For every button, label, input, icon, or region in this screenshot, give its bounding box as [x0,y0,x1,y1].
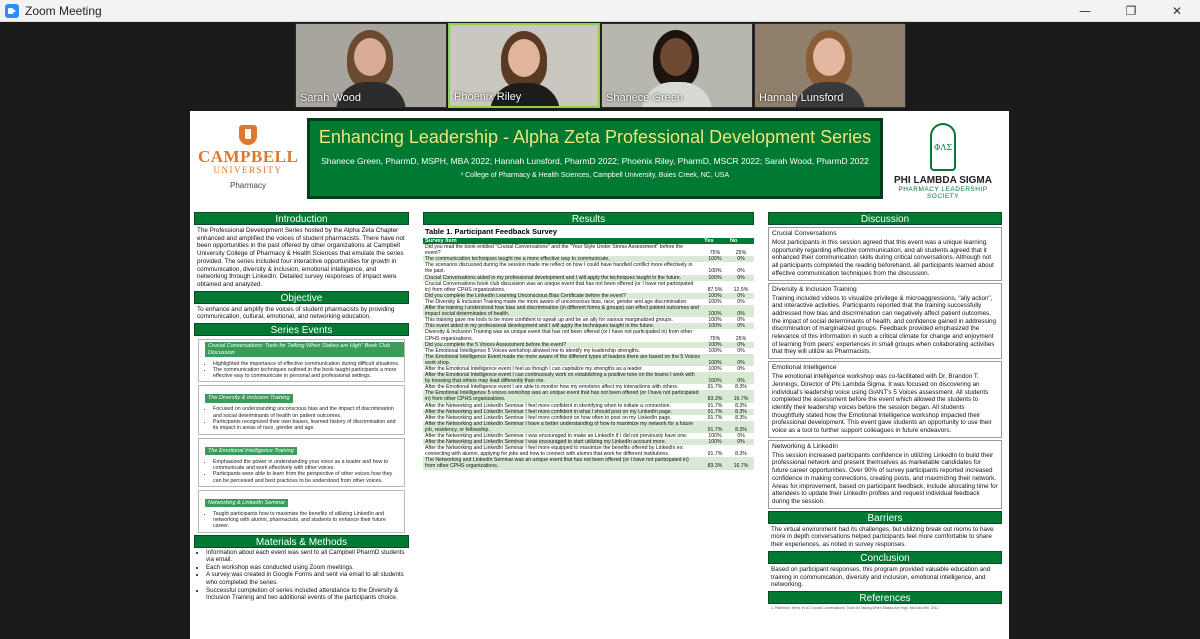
objective-heading: Objective [194,291,409,304]
column-header-yes: Yes [702,238,728,244]
no-cell: 0% [728,305,754,317]
participant-face [508,39,540,77]
discussion-heading: Discussion [768,212,1002,225]
yes-cell: 75% [709,250,721,257]
shared-screen-poster [190,111,1009,639]
no-cell: 0% [737,268,745,275]
event-bullet: • Participants were able to learn from the perspective of other voices how they can be perceived and best practices to be understood from other voices. [213,471,401,484]
close-button[interactable]: ✕ [1171,4,1183,18]
no-cell: 8.3% [728,421,754,433]
table-row [423,390,754,402]
event-bullet: • The communication techniques outlined in the book taught participants a more effective way to communicate in personal and professional settings. [213,367,401,380]
discussion-item-text: The emotional intelligence workshop was co-facilitated with Dr. Brandon T. Jennings, Director of Phi Lambda Sigma. It was focused on discovering an individual's leadership voice using GiANT's 5 Voices assessment. All students completed the assessment before the event which allowed the students to identify their leadership voices before the session began. All students thoughtfully stated how the Emotional Intelligence workshop impacted their professional development. This event gave students an opportunity to use their voice as a tool to further support colleagues in future endeavors. [772,373,992,435]
objective-text: To enhance and amplify the voices of student pharmacists by providing communication, cultural, emotional, and networking education. [197,305,395,321]
survey-item-cell: After the training I understood how bias and discrimination (in different forms & groups) can effect patient outcomes and impact social determinates of health. [423,305,702,317]
discussion-item [768,227,1002,281]
table-row [423,262,754,274]
event-bullet: • Highlighted the importance of effective communication during difficult situations. [213,361,401,367]
pls-logo-name: PHI LAMBDA SIGMA [894,175,992,186]
discussion-item [768,440,1002,509]
no-cell: 0% [728,372,754,384]
yes-cell: 100% [702,293,728,299]
column-header-item: Survey Item [423,238,702,244]
survey-item-cell: After the Networking and LinkedIn Seminar I feel more confident in what I should post on my LinkedIn page. [423,409,702,415]
discussion-item-title: Crucial Conversations [772,230,837,237]
table-row [423,445,754,457]
yes-cell: 87.5% [707,286,723,293]
table-row [423,244,754,256]
discussion-item-text: Training included videos to visualize privilege & microaggressions, "ally action", and interactive activities. Participants reported that the training successfully addressed how bias and discrimination can negatively affect patient outcomes, the impact of social determinants of health, and confidence gained in addressing discrimination of marginalized groups. Feedback provided emphasized the relevance of this information in such a critical climate for change and enjoyment of learning from peers' experiences in small groups when collaborating activities that they will utilize as Pharmacists. [772,294,997,356]
survey-item-cell: The Networking and LinkedIn Seminar was an unique event that has not been offered (or I have not participated in) from other CPHS organizations. [423,457,702,469]
yes-cell: 100% [702,372,728,384]
pls-emblem-icon: ΦΛΣ [930,123,956,171]
campbell-logo-sub: UNIVERSITY [213,165,283,175]
yes-cell: 91.7% [707,414,723,421]
yes-cell: 100% [702,323,728,329]
no-cell: 0% [728,275,754,281]
pls-logo [883,123,1003,208]
survey-item-cell: The Emotional Intelligence 5 voices workshop was an unique event that has not been offered (or I have not participated in) from other CPHS organizations. [423,390,702,402]
yes-cell: 91.7% [707,451,723,458]
series-events-heading: Series Events [194,323,409,336]
participant-name: Hannah Lunsford [759,92,844,104]
poster-left-column [194,212,409,603]
event-bullet: • Participants recognized their own biases, learned history of discrimination and its impact in areas of race, gender and age. [213,419,401,432]
yes-cell: 91.7% [702,421,728,433]
yes-cell: 100% [708,433,722,439]
survey-item-cell: The Emotional Intelligence Event made me more aware of the different types of leaders there are based on the 5 Voices work shop. [425,353,701,366]
survey-item-cell: Crucial Conversations book club discussion was an unique event that has not been offered (or I have not participated in) from other CPHS organizations. [425,280,694,293]
table-row [423,372,754,384]
survey-item-cell: After the Emotional Intelligence event I feel as though I can capitalize my strengths as a leader. [425,365,644,372]
yes-cell: 91.7% [707,384,723,391]
survey-item-cell: Did you complete the 5 Voices Assessment before the event? [423,342,702,348]
no-cell: 0% [737,365,745,372]
yes-cell: 100% [702,354,728,366]
video-tile[interactable] [295,23,447,108]
no-cell: 12.5% [733,286,749,293]
yes-cell: 100% [708,365,722,372]
materials-list [194,548,409,603]
discussion-item [768,361,1002,438]
no-cell: 8.3% [735,384,747,391]
survey-item-cell: After the Networking and LinkedIn Seminar I feel more confident in identifying when to initiate a connection. [425,402,671,409]
campbell-logo-name: CAMPBELL [198,147,299,166]
survey-item-cell: After the Networking and LinkedIn Seminar I was encouraged to start utilizing my LinkedIn account more. [423,439,702,445]
table-row [423,281,754,293]
materials-bullet: • A survey was created in Google Forms and sent via email to all students who completed the series. [206,571,406,586]
event-bullet: • Emphasized the power in understanding your voice as a leader and how to communicate and work effectively with other voices. [213,459,401,472]
barriers-heading: Barriers [768,511,1002,524]
no-cell: 0% [728,293,754,299]
no-cell: 0% [737,433,745,439]
no-cell: 16.7% [728,390,754,402]
materials-bullet: • Each workshop was conducted using Zoom meetings. [206,564,406,572]
participant-face [660,38,692,76]
yes-cell: 91.7% [707,402,723,409]
event-card [198,490,405,533]
no-cell: 16.7% [728,457,754,469]
no-cell: 0% [728,354,754,366]
event-bullet: • Focused on understanding unconscious bias and the impact of discrimination and social determinants of health on patient outcomes. [213,406,401,419]
poster-right-column [768,212,1002,612]
table-row [423,457,754,469]
discussion-item-title: Diversity & Inclusion Training [772,285,857,293]
event-card [198,385,405,434]
survey-item-cell: The communication techniques taught me a more effective way to communicate. [423,256,702,262]
survey-item-cell: After the Networking and LinkedIn Seminar I feel more confident on how often to post on my LinkedIn page. [425,414,672,421]
no-cell: 8.3% [735,402,747,409]
discussion-item-title: Networking & LinkedIn [772,442,838,450]
survey-item-cell: After the Networking and LinkedIn Seminar I was encouraged to make an LinkedIn if I did not previously have one. [425,433,688,439]
window-title: Zoom Meeting [25,3,102,18]
materials-bullet: • Successful completion of series included attendance to the Diversity & Inclusion Training and two additional events of the participants choice. [206,587,406,602]
survey-item-cell: The Emotional Intelligence 5 Voices workshop allowed me to identify my leadership strengths. [425,347,641,354]
participant-face [813,38,845,76]
results-table-title: Table 1. Participant Feedback Survey [425,227,557,236]
event-title: The Diversity & Inclusion Training [205,394,293,403]
poster-title: Enhancing Leadership - Alpha Zeta Professional Development Series [318,127,872,147]
discussion-item [768,283,1002,360]
yes-cell: 75% [709,335,721,342]
discussion-item-text: This session increased participants confidence in utilizing LinkedIn to build their professional network and present themselves as marketable candidates for future career opportunities. Over 90% of survey participants reported increased confidence in making connections, creating posts, and maximizing their network. Areas for improvement, based on participant feedback, include allocating time for attendees to update their LinkedIn profiles and request individual feedback during the session. [772,451,998,505]
yes-cell: 100% [702,305,728,317]
event-title: Crucial Conversations: Tools for Talking When Stakes are High" Book Club Discussion [205,342,404,357]
participant-name: Sarah Wood [300,92,361,104]
results-heading: Results [423,212,754,225]
no-cell: 0% [728,439,754,445]
campbell-logo-dept: Pharmacy [229,181,266,190]
conclusion-heading: Conclusion [768,551,1002,564]
yes-cell: 100% [708,298,722,305]
participant-name: Shanece Green [606,92,684,104]
event-card [198,438,405,487]
survey-item-cell: After the Networking and LinkedIn Seminar I feel more equipped to maximize the benefits offered by LinkedIn ex: connecting with alumni, applying for jobs and how to connect with alumni that work for different institutions. [425,445,684,458]
no-cell: 0% [737,298,745,305]
no-cell: 0% [728,256,754,262]
no-cell: 8.3% [728,409,754,415]
minimize-button[interactable]: — [1079,4,1091,18]
pls-logo-sub: PHARMACY LEADERSHIP SOCIETY [898,186,988,200]
poster-results-column [423,212,754,470]
survey-item-cell: The Diversity & Inclusion Training made me more aware of unconscious bias, race, gender and age discrimination. [425,298,688,305]
window-controls [1062,0,1200,22]
no-cell: 0% [737,347,745,354]
zoom-app-icon [5,4,19,18]
participant-face [354,38,386,76]
video-tile[interactable] [754,23,906,108]
video-strip [0,22,1200,108]
event-card [198,339,405,382]
table-row [423,305,754,317]
no-cell: 0% [728,323,754,329]
yes-cell: 100% [702,439,728,445]
survey-item-cell: Did you complete the LinkedIn Learning Unconscious Bias Certificate before the event? [423,293,702,299]
poster-authors: Shanece Green, PharmD, MSPH, MBA 2022; Hannah Lunsford, PharmD 2022; Phoenix Riley, PharmD, MSCR 2022; Sarah Wood, PharmD 2022 [321,156,869,166]
no-cell: 25% [735,250,747,257]
yes-cell: 100% [702,342,728,348]
restore-button[interactable]: ❐ [1125,4,1137,18]
yes-cell: 83.3% [702,457,728,469]
materials-bullet: • Information about each event was sent to all Campbell PharmD students via email. [206,549,406,564]
survey-item-cell: Diversity & Inclusion Training was an unique event that has not been offered (or I have not participated in) from other CPHS organizations. [425,329,693,342]
yes-cell: 100% [702,275,728,281]
introduction-heading: Introduction [194,212,409,225]
event-bullet: • Taught participants how to maximize the benefits of utilizing LinkedIn and networking with alumni, pharmacists, and students to enhance their future career. [213,511,401,530]
title-bar [0,0,1200,22]
column-header-no: No [728,238,754,244]
yes-cell: 100% [708,347,722,354]
poster-affiliation: ¹ College of Pharmacy & Health Sciences, Campbell University, Buies Creek, NC, USA [460,172,730,179]
event-title: The Emotional Intelligence Training [205,447,297,456]
yes-cell: 83.3% [702,390,728,402]
survey-item-cell: This training gave me tools to be more confident to speak up and be an ally for various marginalized groups. [425,317,673,324]
survey-item-cell: This event aided in my professional development and I will apply the techniques taught in the future. [423,323,702,329]
video-tile[interactable] [448,23,600,108]
table-row [423,354,754,366]
no-cell: 8.3% [735,451,747,458]
barriers-text: The virtual environment had its challenges, but utilizing break out rooms to have more in depth conversations helped participants feel more comfortable to share their experiences, as noted in survey responses. [771,525,994,549]
conclusion-text: Based on participant responses, this program provided valuable education and training in communication, diversity and inclusion, emotional intelligence, and networking. [771,565,991,589]
participant-name: Phoenix Riley [454,91,522,103]
table-row [423,421,754,433]
no-cell: 0% [737,317,745,324]
yes-cell: 100% [708,268,722,275]
survey-item-cell: After the Networking and LinkedIn Seminar I have a better understanding of how to maximize my network for a future job, residency, or fellowship. [423,421,702,433]
survey-item-cell: Did you read the book entitled "Crucial Conversations" and the "Your Style Under Stress Assessment" before the event? [425,244,684,257]
yes-cell: 100% [702,256,728,262]
discussion-item-text: Most participants in this session agreed that this event was a unique learning opportunity regarding effective communication, and all students agreed that it enhanced their communication skills during critical conversations. Although not all participants completed the reading beforehand, all participants learned about effective communication techniques from the discussion. [772,239,994,277]
materials-heading: Materials & Methods [194,535,409,548]
no-cell: 8.3% [735,414,747,421]
references-text: 1. Patterson, Kerry, et al. Crucial Conversations: Tools for Talking When Stakes Are High. McGraw-Hill, 2012. [771,605,940,610]
campbell-crest-icon [239,125,257,145]
survey-item-cell: The scenarios discussed during the session made me reflect on how I could have handled conflict more effectively in the past. [425,262,693,275]
survey-item-cell: Crucial Conversations aided in my professional development and I will apply the techniques taught in the future. [423,275,702,281]
campbell-logo [198,125,298,205]
yes-cell: 100% [708,317,722,324]
no-cell: 0% [728,342,754,348]
poster-header [307,118,883,199]
yes-cell: 91.7% [702,409,728,415]
survey-item-cell: After the Emotional Intelligence event I am able to monitor how my emotions affect my interactions with others. [425,384,679,391]
discussion-item-title: Emotional Intelligence [772,364,837,372]
video-tile[interactable] [601,23,753,108]
references-heading: References [768,591,1002,604]
table-row [423,329,754,341]
results-table-body [423,244,754,469]
event-title: Networking & LinkedIn Seminar [205,499,288,508]
results-table [423,238,754,470]
no-cell: 25% [735,335,747,342]
survey-item-cell: After the Emotional Intelligence event I can continuously work on establishing a positive tone on the teams I work with by knowing that others may lead differently than me. [423,372,702,384]
introduction-text: The Professional Development Series hosted by the Alpha Zeta Chapter enhanced and amplified the voices of student pharmacists. There have not been opportunities in the past offered by other organizations at Campbell University College of Pharmacy & Health Sciences that emulate the series provided. The series included four interactive opportunities for growth in communication, diversity & inclusion, emotional intelligence, and networking through LinkedIn. Detailed survey responses of impact were obtained and analyzed. [197,227,405,288]
